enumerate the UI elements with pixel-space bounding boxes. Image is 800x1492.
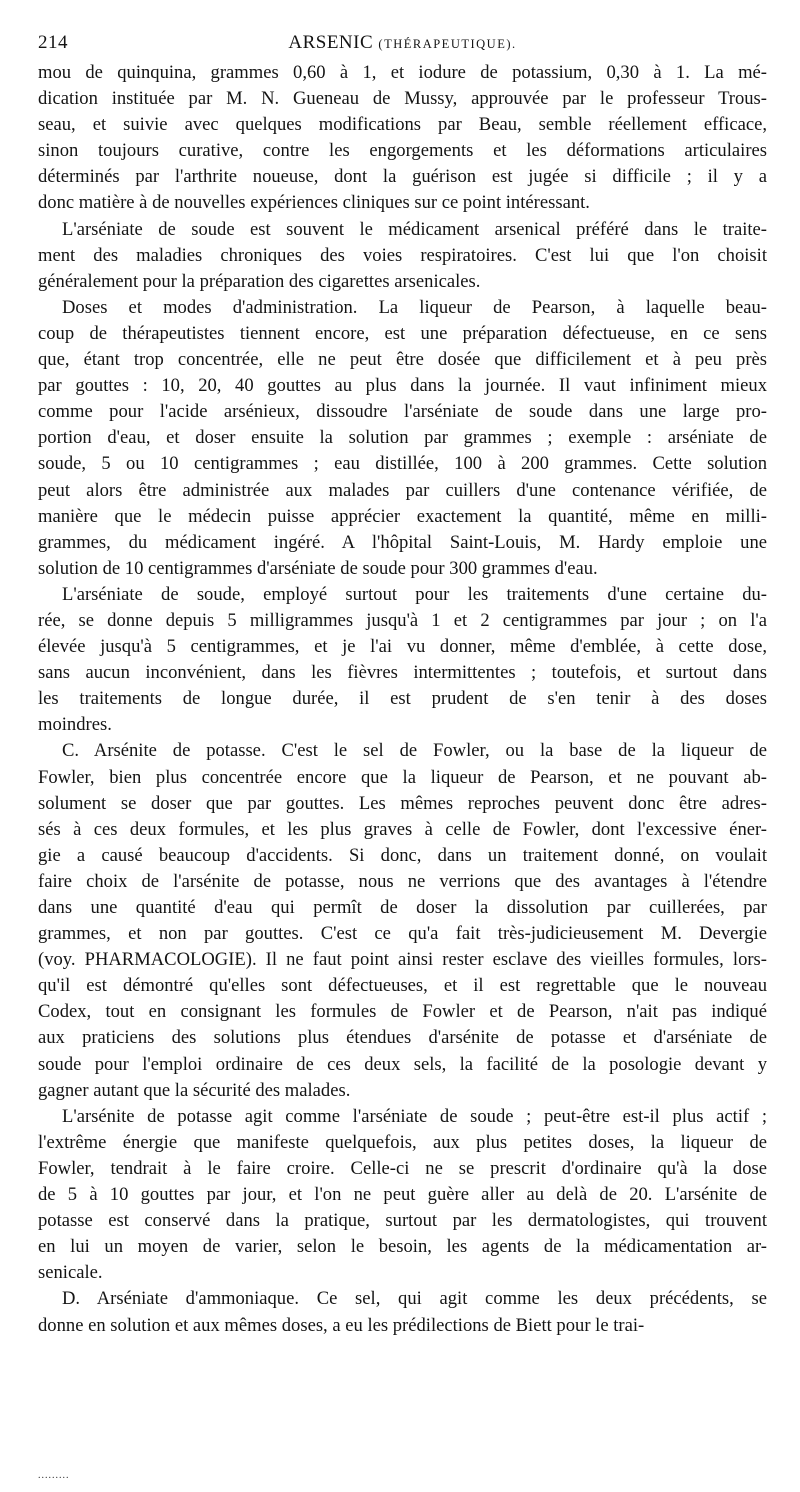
text-line: donne en solution et aux mêmes doses, a eu les prédilections de Biett pour le trai- bbox=[38, 1314, 645, 1336]
text-line: sinon toujours curative, contre les engorgements et les déformations articulaires bbox=[38, 140, 767, 162]
text-line: potasse est conservé dans la pratique, surtout par les dermatologistes, qui trouvent bbox=[38, 1210, 767, 1232]
text-line: soude, 5 ou 10 centigrammes ; eau distillée, 100 à 200 grammes. Cette solution bbox=[38, 453, 767, 475]
text-line: gie a causé beaucoup d'accidents. Si donc, dans un traitement donné, on voulait bbox=[38, 844, 767, 866]
text-line: mou de quinquina, grammes 0,60 à 1, et iodure de potassium, 0,30 à 1. La mé- bbox=[38, 62, 767, 83]
text-line: gagner autant que la sécurité des malades. bbox=[38, 1079, 351, 1101]
body-text bbox=[38, 60, 767, 1339]
text-line: qu'il est démontré qu'elles sont défectueuses, et il est regrettable que le nouveau bbox=[38, 975, 767, 997]
text-line: en lui un moyen de varier, selon le besoin, les agents de la médicamentation ar- bbox=[38, 1236, 767, 1258]
running-title bbox=[38, 32, 767, 54]
text-line: L'arsénite de potasse agit comme l'arséniate de soude ; peut-être est-il plus actif ; bbox=[62, 1105, 767, 1127]
text-line: généralement pour la préparation des cigarettes arsenicales. bbox=[38, 270, 481, 292]
text-line: peut alors être administrée aux malades par cuillers d'une contenance vérifiée, de bbox=[38, 479, 767, 501]
text-line: grammes, et non par gouttes. C'est ce qu'a fait très-judicieusement M. Devergie bbox=[38, 923, 767, 945]
text-line: seau, et suivie avec quelques modifications par Beau, semble réellement efficace, bbox=[38, 114, 767, 136]
text-line: dans une quantité d'eau qui permît de doser la dissolution par cuillerées, par bbox=[38, 897, 767, 918]
text-line: rée, se donne depuis 5 milligrammes jusqu'à 1 et 2 centigrammes par jour ; on l'a bbox=[38, 609, 767, 631]
text-line: Codex, tout en consignant les formules de Fowler et de Pearson, n'ait pas indiqué bbox=[38, 1001, 767, 1023]
text-line: solution de 10 centigrammes d'arséniate de soude pour 300 grammes d'eau. bbox=[38, 557, 598, 579]
text-line: dication instituée par M. N. Gueneau de Mussy, approuvée par le professeur Trous- bbox=[38, 88, 767, 110]
text-line: C. Arsénite de potasse. C'est le sel de Fowler, ou la base de la liqueur de bbox=[62, 740, 767, 762]
text-line: Doses et modes d'administration. La liqueur de Pearson, à laquelle beau- bbox=[62, 296, 767, 318]
title-subtitle: (THÉRAPEUTIQUE). bbox=[378, 37, 517, 51]
text-line: solument se doser que par gouttes. Les mêmes reproches peuvent donc être adres- bbox=[38, 792, 767, 814]
text-line: l'extrême énergie que manifeste quelquefois, aux plus petites doses, la liqueur de bbox=[38, 1131, 767, 1153]
text-line: portion d'eau, et doser ensuite la solution par grammes ; exemple : arséniate de bbox=[38, 427, 767, 449]
text-line: soude pour l'emploi ordinaire de ces deux sels, la facilité de la posologie devant y bbox=[38, 1053, 767, 1075]
text-line: les traitements de longue durée, il est prudent de s'en tenir à des doses bbox=[38, 688, 767, 710]
page-number: 214 bbox=[38, 32, 68, 53]
text-line: L'arséniate de soude est souvent le médicament arsenical préféré dans le traite- bbox=[62, 218, 767, 240]
text-line: de 5 à 10 gouttes par jour, et l'on ne peut guère aller au delà de 20. L'arsénite de bbox=[38, 1184, 767, 1206]
text-line: L'arséniate de soude, employé surtout pour les traitements d'une certaine du- bbox=[62, 583, 767, 605]
text-line: Fowler, bien plus concentrée encore que la liqueur de Pearson, et ne pouvant ab- bbox=[38, 766, 767, 788]
text-line: sans aucun inconvénient, dans les fièvres intermittentes ; toutefois, et surtout dans bbox=[38, 662, 767, 684]
text-line: sés à ces deux formules, et les plus graves à celle de Fowler, dont l'excessive éner- bbox=[38, 818, 767, 840]
text-line: ment des maladies chroniques des voies respiratoires. C'est lui que l'on choisit bbox=[38, 244, 767, 266]
running-header bbox=[38, 30, 767, 60]
footer-mark: ......... bbox=[38, 1470, 70, 1481]
text-line: Fowler, tendrait à le faire croire. Celle-ci ne se prescrit d'ordinaire qu'à la dose bbox=[38, 1157, 767, 1179]
text-line: manière que le médecin puisse apprécier exactement la quantité, même en milli- bbox=[38, 505, 767, 527]
text-line: grammes, du médicament ingéré. A l'hôpital Saint-Louis, M. Hardy emploie une bbox=[38, 531, 767, 553]
text-line: que, étant trop concentrée, elle ne peut être dosée que difficilement et à peu près bbox=[38, 349, 767, 371]
text-line: comme pour l'acide arsénieux, dissoudre l'arséniate de soude dans une large pro- bbox=[38, 401, 767, 423]
text-line: faire choix de l'arsénite de potasse, nous ne verrions que des avantages à l'étendre bbox=[38, 870, 767, 892]
text-line: senicale. bbox=[38, 1262, 103, 1284]
text-line: déterminés par l'arthrite noueuse, dont la guérison est jugée si difficile ; il y a bbox=[38, 166, 767, 188]
text-line: donc matière à de nouvelles expériences cliniques sur ce point intéressant. bbox=[38, 192, 590, 214]
text-line: élevée jusqu'à 5 centigrammes, et je l'ai vu donner, même d'emblée, à cette dose, bbox=[38, 636, 767, 658]
title-main: ARSENIC bbox=[288, 32, 374, 53]
text-line: moindres. bbox=[38, 714, 112, 736]
text-line: D. Arséniate d'ammoniaque. Ce sel, qui agit comme les deux précédents, se bbox=[62, 1288, 767, 1310]
text-line: coup de thérapeutistes tiennent encore, est une préparation défectueuse, en ce sens bbox=[38, 322, 767, 344]
text-line: (voy. PHARMACOLOGIE). Il ne faut point ainsi rester esclave des vieilles formules, lors- bbox=[38, 949, 767, 971]
text-line: aux praticiens des solutions plus étendues d'arsénite de potasse et d'arséniate de bbox=[38, 1027, 767, 1049]
text-line: par gouttes : 10, 20, 40 gouttes au plus dans la journée. Il vaut infiniment mieux bbox=[38, 375, 767, 397]
